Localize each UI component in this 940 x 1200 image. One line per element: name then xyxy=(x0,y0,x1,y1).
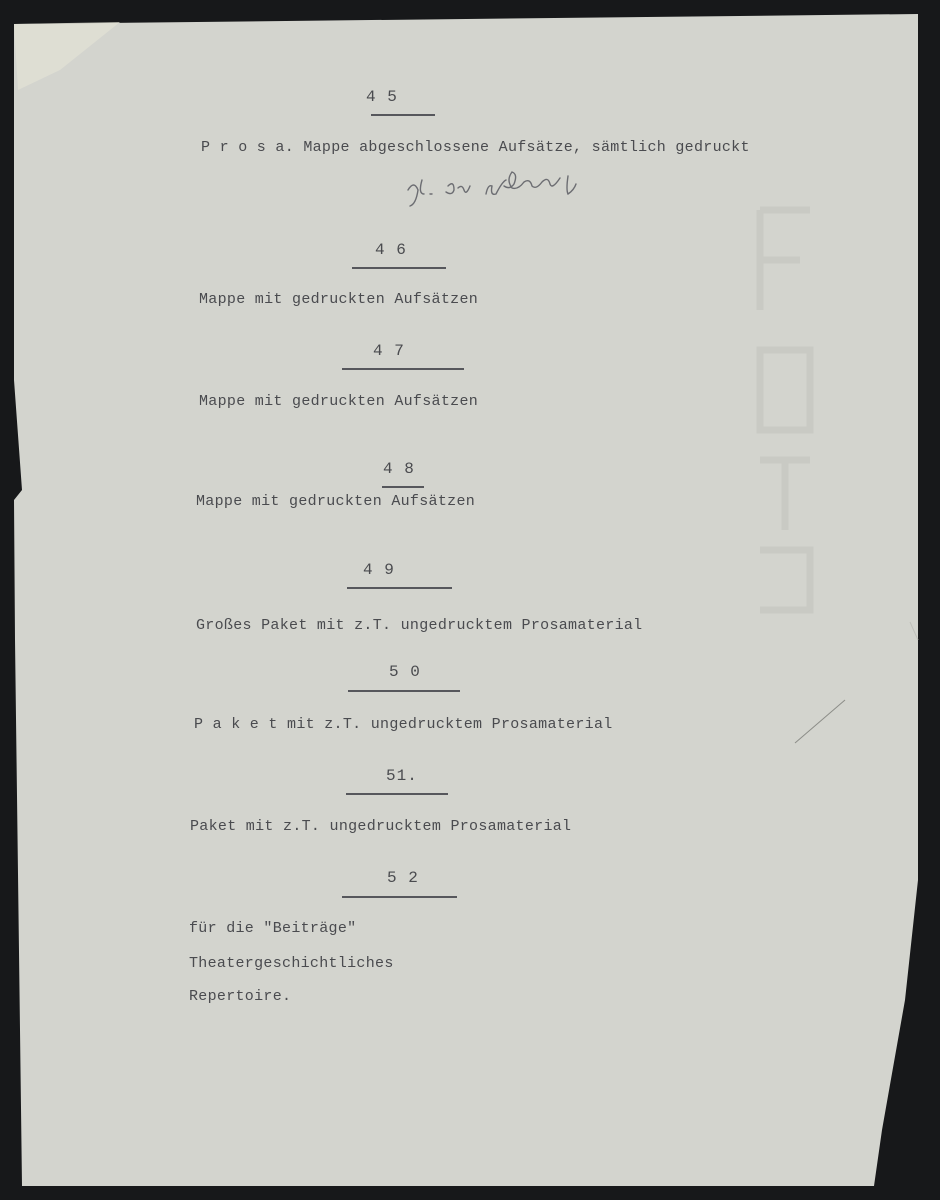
entry-46-underline xyxy=(352,267,446,269)
entry-51-text: Paket mit z.T. ungedrucktem Prosamaterial xyxy=(190,818,572,835)
entry-48-text: Mappe mit gedruckten Aufsätzen xyxy=(196,493,476,510)
entry-45-underline xyxy=(371,114,435,116)
entry-45-text: P r o s a. Mappe abgeschlossene Aufsätze, sämtlich gedruckt xyxy=(201,139,750,156)
entry-51-underline xyxy=(346,793,448,795)
entry-51-number: 51. xyxy=(386,767,418,785)
entry-52-line-2: Theatergeschichtliches xyxy=(189,955,394,972)
entry-49-text: Großes Paket mit z.T. ungedrucktem Prosamaterial xyxy=(196,617,643,634)
entry-49-underline xyxy=(347,587,452,589)
entry-50-number: 5 0 xyxy=(389,663,421,681)
entry-50-underline xyxy=(348,690,460,692)
entry-52-underline xyxy=(342,896,457,898)
entry-47-underline xyxy=(342,368,464,370)
bleed-through-stamp xyxy=(730,200,840,620)
entry-50-text: P a k e t mit z.T. ungedrucktem Prosamaterial xyxy=(194,716,613,733)
entry-52-number: 5 2 xyxy=(387,869,419,887)
entry-46-text: Mappe mit gedruckten Aufsätzen xyxy=(199,291,479,308)
entry-52-line-3: Repertoire. xyxy=(189,988,292,1005)
entry-52-line-1: für die "Beiträge" xyxy=(189,920,357,937)
handwritten-annotation xyxy=(400,168,620,208)
entry-46-number: 4 6 xyxy=(375,241,407,259)
entry-47-number: 4 7 xyxy=(373,342,405,360)
entry-45-number: 4 5 xyxy=(366,88,398,106)
entry-47-text: Mappe mit gedruckten Aufsätzen xyxy=(199,393,479,410)
entry-49-number: 4 9 xyxy=(363,561,395,579)
entry-48-underline xyxy=(382,486,424,488)
entry-48-number: 4 8 xyxy=(383,460,415,478)
